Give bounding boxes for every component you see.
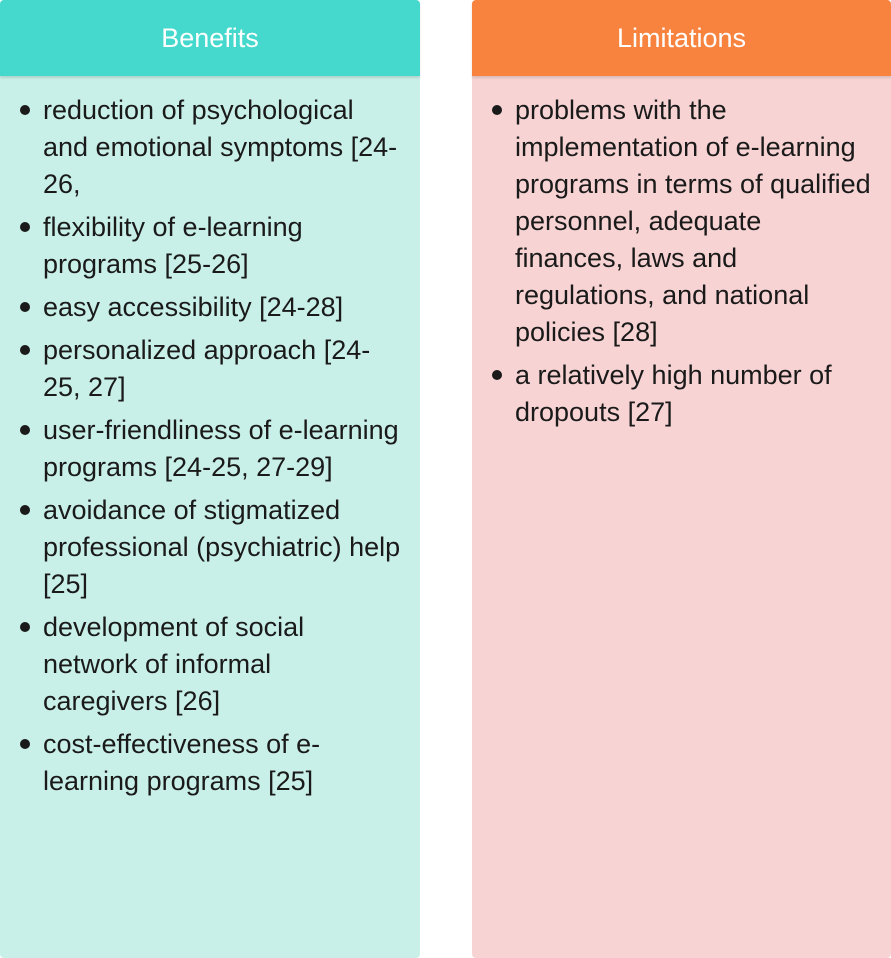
bullet-icon bbox=[20, 345, 30, 355]
benefits-list bbox=[16, 92, 402, 800]
benefit-item: easy accessibility [24-28] bbox=[16, 289, 402, 326]
limitation-item: problems with the implementation of e-learning programs in terms of qualified personnel, adequate finances, laws and regulations, and national policies [28] bbox=[488, 92, 871, 351]
bullet-icon bbox=[20, 425, 30, 435]
bullet-icon bbox=[492, 370, 502, 380]
benefit-item: reduction of psychological and emotional symptoms [24-26, bbox=[16, 92, 402, 203]
benefit-item: avoidance of stigmatized professional (psychiatric) help [25] bbox=[16, 492, 402, 603]
bullet-icon bbox=[20, 302, 30, 312]
benefit-item: development of social network of informal caregivers [26] bbox=[16, 609, 402, 720]
limitation-item: a relatively high number of dropouts [27] bbox=[488, 357, 871, 431]
benefit-item: user-friendliness of e-learning programs [24-25, 27-29] bbox=[16, 412, 402, 486]
benefits-title: Benefits bbox=[161, 22, 259, 53]
benefit-item: flexibility of e-learning programs [25-26] bbox=[16, 209, 402, 283]
benefit-item: personalized approach [24-25, 27] bbox=[16, 332, 402, 406]
limitations-header bbox=[472, 0, 891, 76]
bullet-icon bbox=[20, 105, 30, 115]
benefits-header bbox=[0, 0, 420, 76]
limitations-list bbox=[488, 92, 871, 431]
bullet-icon bbox=[20, 505, 30, 515]
limitations-body bbox=[472, 76, 891, 958]
benefit-item: cost-effectiveness of e-learning programs [25] bbox=[16, 726, 402, 800]
bullet-icon bbox=[492, 105, 502, 115]
bullet-icon bbox=[20, 222, 30, 232]
bullet-icon bbox=[20, 739, 30, 749]
limitations-panel bbox=[472, 0, 891, 958]
bullet-icon bbox=[20, 622, 30, 632]
benefits-body bbox=[0, 76, 420, 958]
limitations-title: Limitations bbox=[616, 22, 747, 53]
benefits-panel bbox=[0, 0, 420, 958]
